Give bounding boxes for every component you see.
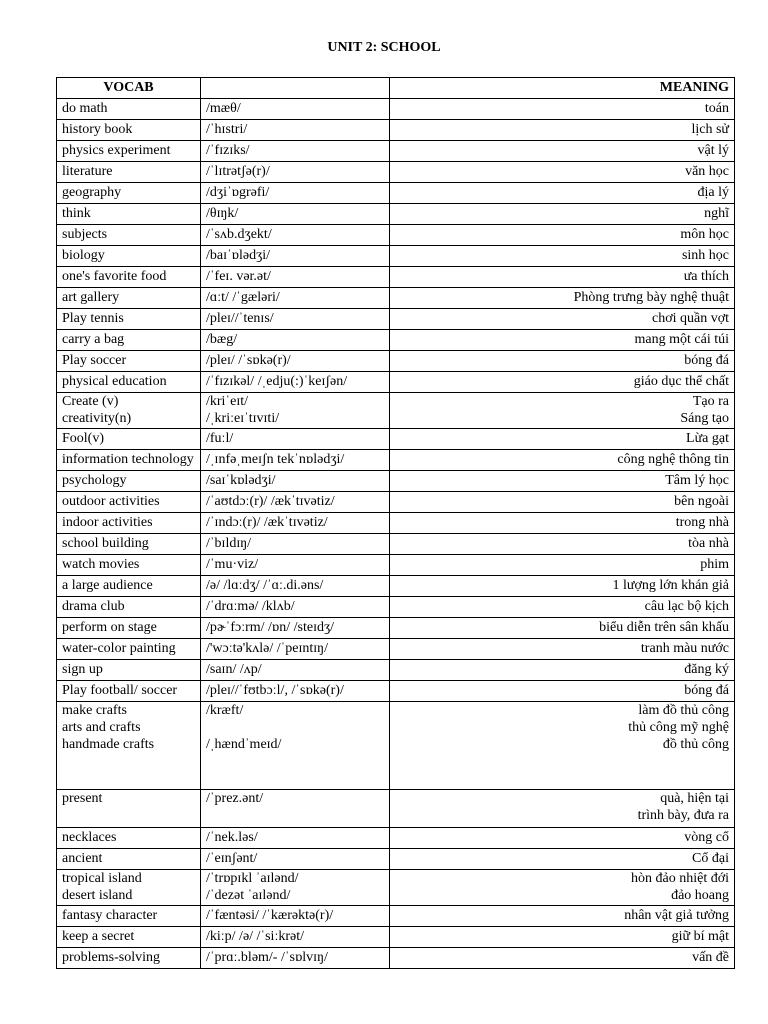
- cell-meaning: [390, 162, 735, 183]
- cell-phonetic: [201, 183, 390, 204]
- cell-meaning: [390, 141, 735, 162]
- cell-meaning: [390, 429, 735, 450]
- cell-phonetic-line: /fuːl/: [206, 431, 234, 446]
- cell-phonetic-line: [206, 719, 384, 736]
- cell-word-line: school building: [62, 536, 149, 551]
- cell-meaning: [390, 597, 735, 618]
- cell-meaning-line: thủ công mỹ nghệ: [628, 720, 729, 735]
- cell-word: [57, 828, 201, 849]
- cell-phonetic-line: /ˈfeɪ. vər.ət/: [206, 269, 271, 284]
- cell-meaning: [390, 927, 735, 948]
- table-row: [57, 492, 735, 513]
- table-row: [57, 183, 735, 204]
- cell-phonetic: [201, 288, 390, 309]
- cell-meaning: [390, 309, 735, 330]
- cell-phonetic-line: /ɑːt/ /ˈgæləri/: [206, 290, 280, 305]
- cell-phonetic-line: /pleɪ//ˈfʊtbɔːl/, /ˈsɒkə(r)/: [206, 683, 344, 698]
- cell-word-line: physics experiment: [62, 143, 171, 158]
- cell-word: [57, 681, 201, 702]
- cell-word-line: keep a secret: [62, 929, 135, 944]
- cell-meaning-line: vòng cổ: [684, 830, 729, 845]
- cell-phonetic-line: /ˈfɪzɪks/: [206, 143, 250, 158]
- cell-meaning: [390, 576, 735, 597]
- cell-phonetic: [201, 141, 390, 162]
- table-row: [57, 948, 735, 969]
- cell-phonetic: [201, 393, 390, 429]
- cell-meaning-line: Lừa gạt: [686, 431, 729, 446]
- cell-phonetic-line: /ˈlɪtrətʃə(r)/: [206, 164, 270, 179]
- cell-phonetic: [201, 351, 390, 372]
- table-row: [57, 267, 735, 288]
- cell-word-line: Fool(v): [62, 431, 104, 446]
- cell-meaning: [390, 450, 735, 471]
- cell-meaning: [390, 204, 735, 225]
- table-row: [57, 702, 735, 790]
- cell-meaning-line: tòa nhà: [688, 536, 729, 551]
- cell-phonetic: [201, 309, 390, 330]
- table-row: [57, 576, 735, 597]
- cell-word-line: a large audience: [62, 578, 153, 593]
- table-row: [57, 597, 735, 618]
- cell-meaning: [390, 618, 735, 639]
- cell-phonetic: [201, 660, 390, 681]
- cell-meaning-line: trình bày, đưa ra: [637, 808, 729, 823]
- cell-meaning-line: Tạo ra: [692, 394, 729, 409]
- cell-meaning-line: địa lý: [697, 185, 729, 200]
- cell-phonetic-line: /ˈfɪzɪkəl/ /ˌedju(:)ˈkeɪʃən/: [206, 374, 348, 389]
- cell-meaning-line: đảo hoang: [671, 888, 729, 903]
- cell-word: [57, 513, 201, 534]
- cell-phonetic-line: /ˌkriːeɪˈtɪvɪti/: [206, 411, 280, 426]
- cell-meaning-line: biểu diễn trên sân khấu: [599, 620, 729, 635]
- cell-phonetic: [201, 870, 390, 906]
- cell-word: [57, 99, 201, 120]
- cell-meaning: [390, 288, 735, 309]
- cell-phonetic: [201, 576, 390, 597]
- cell-phonetic-line: /kræft/: [206, 703, 244, 718]
- cell-meaning: [390, 948, 735, 969]
- cell-word-line: Play football/ soccer: [62, 683, 178, 698]
- cell-word-line: present: [62, 791, 103, 806]
- cell-phonetic-line: /pɚˈfɔːrm/ /ɒn/ /steɪdʒ/: [206, 620, 335, 635]
- table-row: [57, 906, 735, 927]
- cell-meaning-line: Tâm lý học: [665, 473, 729, 488]
- table-row: [57, 99, 735, 120]
- header-phonetic: [201, 78, 390, 99]
- cell-word: [57, 597, 201, 618]
- cell-word-line: geography: [62, 185, 122, 200]
- table-row: [57, 660, 735, 681]
- cell-phonetic: [201, 246, 390, 267]
- cell-meaning: [390, 702, 735, 790]
- cell-phonetic-line: /bæg/: [206, 332, 238, 347]
- cell-word-line: water-color painting: [62, 641, 176, 656]
- cell-word-line: history book: [62, 122, 133, 137]
- cell-meaning-line: ưa thích: [683, 269, 729, 284]
- cell-word-line: physical education: [62, 374, 167, 389]
- table-row: [57, 393, 735, 429]
- cell-phonetic: [201, 790, 390, 828]
- table-row: [57, 534, 735, 555]
- cell-word: [57, 393, 201, 429]
- cell-meaning-line: Cổ đại: [692, 851, 729, 866]
- cell-meaning: [390, 393, 735, 429]
- cell-phonetic: [201, 330, 390, 351]
- cell-phonetic: [201, 906, 390, 927]
- cell-phonetic-line: /ə/ /lɑːdʒ/ /ˈɑː.di.əns/: [206, 578, 324, 593]
- cell-meaning-line: nghĩ: [704, 206, 729, 221]
- cell-meaning-line: câu lạc bộ kịch: [644, 599, 729, 614]
- cell-word: [57, 429, 201, 450]
- cell-meaning: [390, 99, 735, 120]
- cell-meaning-line: tranh màu nước: [640, 641, 729, 656]
- cell-meaning: [390, 225, 735, 246]
- cell-phonetic: [201, 639, 390, 660]
- cell-phonetic-line: /ˈɪndɔː(r)/ /ækˈtɪvətiz/: [206, 515, 328, 530]
- table-row: [57, 849, 735, 870]
- cell-meaning: [390, 183, 735, 204]
- cell-word-line: information technology: [62, 452, 194, 467]
- cell-phonetic: [201, 597, 390, 618]
- cell-phonetic-line: /kriˈeɪt/: [206, 394, 248, 409]
- cell-word-line: creativity(n): [62, 411, 132, 426]
- table-row: [57, 471, 735, 492]
- cell-word: [57, 639, 201, 660]
- cell-word: [57, 471, 201, 492]
- table-row: [57, 870, 735, 906]
- cell-word-line: biology: [62, 248, 105, 263]
- vocab-table: [56, 77, 735, 969]
- cell-phonetic-line: /ˈprez.ənt/: [206, 791, 264, 806]
- cell-phonetic: [201, 267, 390, 288]
- cell-phonetic: [201, 450, 390, 471]
- cell-meaning-line: Phòng trưng bày nghệ thuật: [573, 290, 729, 305]
- table-row: [57, 351, 735, 372]
- cell-phonetic-line: /ˌhændˈmeɪd/: [206, 737, 282, 752]
- cell-phonetic-line: /ˈfæntəsi/ /ˈkærəktə(r)/: [206, 908, 334, 923]
- cell-meaning: [390, 513, 735, 534]
- cell-meaning: [390, 492, 735, 513]
- cell-meaning: [390, 681, 735, 702]
- cell-meaning: [390, 330, 735, 351]
- cell-meaning-line: sinh học: [681, 248, 729, 263]
- cell-word-line: perform on stage: [62, 620, 157, 635]
- cell-phonetic: [201, 120, 390, 141]
- cell-meaning: [390, 471, 735, 492]
- cell-word-line: Play tennis: [62, 311, 124, 326]
- cell-phonetic-line: /'wɔːtə'kʌlə/ /ˈpeɪntɪŋ/: [206, 641, 328, 656]
- cell-word: [57, 183, 201, 204]
- table-row: [57, 639, 735, 660]
- cell-meaning-line: vấn đề: [692, 950, 729, 965]
- cell-phonetic: [201, 948, 390, 969]
- cell-meaning: [390, 660, 735, 681]
- cell-word: [57, 309, 201, 330]
- cell-word-line: handmade crafts: [62, 737, 155, 752]
- cell-word: [57, 906, 201, 927]
- cell-word: [57, 870, 201, 906]
- cell-word-line: Play soccer: [62, 353, 127, 368]
- cell-word-line: one's favorite food: [62, 269, 167, 284]
- cell-meaning: [390, 351, 735, 372]
- cell-word-line: psychology: [62, 473, 127, 488]
- cell-meaning-line: mang một cái túi: [634, 332, 729, 347]
- cell-phonetic: [201, 204, 390, 225]
- cell-word: [57, 790, 201, 828]
- cell-word: [57, 288, 201, 309]
- cell-word-line: ancient: [62, 851, 103, 866]
- table-row: [57, 162, 735, 183]
- cell-phonetic-line: /baɪˈɒlədʒi/: [206, 248, 271, 263]
- table-row: [57, 828, 735, 849]
- cell-word: [57, 204, 201, 225]
- cell-meaning-line: quà, hiện tại: [660, 791, 729, 806]
- cell-phonetic: [201, 849, 390, 870]
- table-row: [57, 225, 735, 246]
- cell-phonetic: [201, 99, 390, 120]
- cell-meaning: [390, 639, 735, 660]
- cell-word: [57, 555, 201, 576]
- cell-phonetic-line: /dʒiˈɒgrəfi/: [206, 185, 270, 200]
- cell-meaning-line: trong nhà: [675, 515, 729, 530]
- cell-word-line: outdoor activities: [62, 494, 160, 509]
- cell-phonetic-line: /kiːp/ /ə/ /ˈsiːkrət/: [206, 929, 304, 944]
- cell-word-line: do math: [62, 101, 108, 116]
- table-row: [57, 372, 735, 393]
- cell-phonetic: [201, 513, 390, 534]
- cell-meaning: [390, 555, 735, 576]
- cell-word-line: indoor activities: [62, 515, 153, 530]
- cell-meaning: [390, 906, 735, 927]
- cell-phonetic: [201, 372, 390, 393]
- cell-meaning-line: giữ bí mật: [671, 929, 729, 944]
- cell-phonetic-line: /ˈnek.ləs/: [206, 830, 258, 845]
- cell-meaning-line: toán: [704, 101, 729, 116]
- cell-phonetic-line: /ˈeɪnʃənt/: [206, 851, 258, 866]
- table-row: [57, 429, 735, 450]
- cell-phonetic: [201, 492, 390, 513]
- cell-meaning-line: bóng đá: [684, 683, 729, 698]
- cell-meaning-line: công nghệ thông tin: [617, 452, 729, 467]
- cell-phonetic: [201, 225, 390, 246]
- cell-meaning-line: môn học: [680, 227, 729, 242]
- table-row: [57, 681, 735, 702]
- cell-word: [57, 351, 201, 372]
- cell-word: [57, 660, 201, 681]
- cell-word-line: necklaces: [62, 830, 117, 845]
- table-row: [57, 309, 735, 330]
- cell-word: [57, 450, 201, 471]
- cell-meaning-line: Sáng tạo: [680, 411, 729, 426]
- cell-phonetic: [201, 471, 390, 492]
- cell-meaning-line: 1 lượng lớn khán giả: [612, 578, 729, 593]
- table-row: [57, 246, 735, 267]
- cell-word: [57, 162, 201, 183]
- table-row: [57, 450, 735, 471]
- cell-word: [57, 246, 201, 267]
- cell-phonetic: [201, 555, 390, 576]
- cell-word-line: tropical island: [62, 871, 142, 886]
- cell-word-line: watch movies: [62, 557, 140, 572]
- table-row: [57, 330, 735, 351]
- cell-phonetic-line: /ˈmu·viz/: [206, 557, 259, 572]
- cell-phonetic: [201, 534, 390, 555]
- cell-phonetic-line: /pleɪ/ /ˈsɒkə(r)/: [206, 353, 291, 368]
- table-row: [57, 513, 735, 534]
- cell-word-line: problems-solving: [62, 950, 160, 965]
- table-row: [57, 618, 735, 639]
- cell-word: [57, 948, 201, 969]
- table-row: [57, 555, 735, 576]
- cell-word: [57, 141, 201, 162]
- cell-phonetic-line: /ˈaʊtdɔː(r)/ /ækˈtɪvətiz/: [206, 494, 335, 509]
- cell-meaning-line: vật lý: [697, 143, 729, 158]
- cell-phonetic-line: /ˈbɪldɪŋ/: [206, 536, 252, 551]
- cell-meaning: [390, 267, 735, 288]
- cell-meaning: [390, 120, 735, 141]
- cell-meaning-line: văn học: [685, 164, 729, 179]
- cell-meaning-line: nhân vật giả tưởng: [624, 908, 729, 923]
- table-row: [57, 204, 735, 225]
- cell-phonetic: [201, 927, 390, 948]
- cell-word-line: Create (v): [62, 394, 119, 409]
- cell-meaning-line: bóng đá: [684, 353, 729, 368]
- cell-phonetic-line: /θɪŋk/: [206, 206, 239, 221]
- cell-meaning: [390, 534, 735, 555]
- cell-word-line: drama club: [62, 599, 125, 614]
- cell-meaning-line: bên ngoài: [674, 494, 729, 509]
- cell-word: [57, 267, 201, 288]
- cell-word-line: art gallery: [62, 290, 120, 305]
- header-vocab: VOCAB: [57, 78, 201, 99]
- cell-word-line: arts and crafts: [62, 720, 141, 735]
- cell-meaning-line: lịch sử: [691, 122, 729, 137]
- cell-word-line: literature: [62, 164, 113, 179]
- cell-meaning-line: đồ thủ công: [662, 737, 729, 752]
- cell-meaning: [390, 849, 735, 870]
- cell-word-line: subjects: [62, 227, 108, 242]
- cell-word: [57, 330, 201, 351]
- table-row: [57, 120, 735, 141]
- cell-phonetic-line: /ˈprɑː.bləm/- /ˈsɒlvɪŋ/: [206, 950, 328, 965]
- cell-meaning: [390, 372, 735, 393]
- cell-meaning-line: hòn đảo nhiệt đới: [631, 871, 729, 886]
- cell-word-line: make crafts: [62, 703, 127, 718]
- cell-meaning: [390, 870, 735, 906]
- cell-meaning-line: giáo dục thể chất: [633, 374, 729, 389]
- cell-word: [57, 576, 201, 597]
- cell-phonetic: [201, 681, 390, 702]
- cell-phonetic: [201, 702, 390, 790]
- cell-meaning: [390, 246, 735, 267]
- table-row: [57, 790, 735, 828]
- cell-meaning: [390, 828, 735, 849]
- cell-phonetic-line: /saɪˈkɒlədʒi/: [206, 473, 276, 488]
- cell-word-line: fantasy character: [62, 908, 158, 923]
- cell-meaning-line: làm đồ thủ công: [638, 703, 729, 718]
- page-title: UNIT 2: SCHOOL: [327, 40, 441, 55]
- cell-phonetic-line: /ˈhɪstri/: [206, 122, 248, 137]
- cell-word-line: carry a bag: [62, 332, 125, 347]
- cell-word-line: desert island: [62, 888, 133, 903]
- cell-word: [57, 849, 201, 870]
- cell-word: [57, 927, 201, 948]
- cell-word: [57, 702, 201, 790]
- cell-phonetic-line: /saɪn/ /ʌp/: [206, 662, 262, 677]
- cell-word: [57, 372, 201, 393]
- cell-phonetic-line: /ˈtrɒpɪkl ˈaɪlənd/: [206, 871, 299, 886]
- cell-word: [57, 492, 201, 513]
- cell-word: [57, 534, 201, 555]
- cell-word: [57, 618, 201, 639]
- cell-phonetic-line: /ˈdezət ˈaɪlənd/: [206, 888, 291, 903]
- cell-meaning-line: chơi quần vợt: [651, 311, 729, 326]
- cell-phonetic: [201, 828, 390, 849]
- cell-phonetic: [201, 429, 390, 450]
- table-row: [57, 141, 735, 162]
- table-row: [57, 288, 735, 309]
- table-row: [57, 927, 735, 948]
- cell-phonetic: [201, 618, 390, 639]
- cell-phonetic-line: /ˌɪnfəˌmeɪʃn tekˈnɒlədʒi/: [206, 452, 345, 467]
- header-meaning: MEANING: [390, 78, 735, 99]
- cell-word-line: think: [62, 206, 91, 221]
- cell-word-line: sign up: [62, 662, 103, 677]
- cell-word: [57, 225, 201, 246]
- cell-phonetic: [201, 162, 390, 183]
- cell-word: [57, 120, 201, 141]
- cell-phonetic-line: /ˈsʌb.dʒekt/: [206, 227, 272, 242]
- cell-phonetic-line: /mæθ/: [206, 101, 241, 116]
- cell-phonetic-line: /pleɪ//ˈtenɪs/: [206, 311, 274, 326]
- cell-phonetic-line: /ˈdrɑːmə/ /klʌb/: [206, 599, 295, 614]
- cell-meaning-line: phim: [700, 557, 729, 572]
- cell-meaning: [390, 790, 735, 828]
- cell-meaning-line: đăng ký: [684, 662, 729, 677]
- table-header-row: [57, 78, 735, 99]
